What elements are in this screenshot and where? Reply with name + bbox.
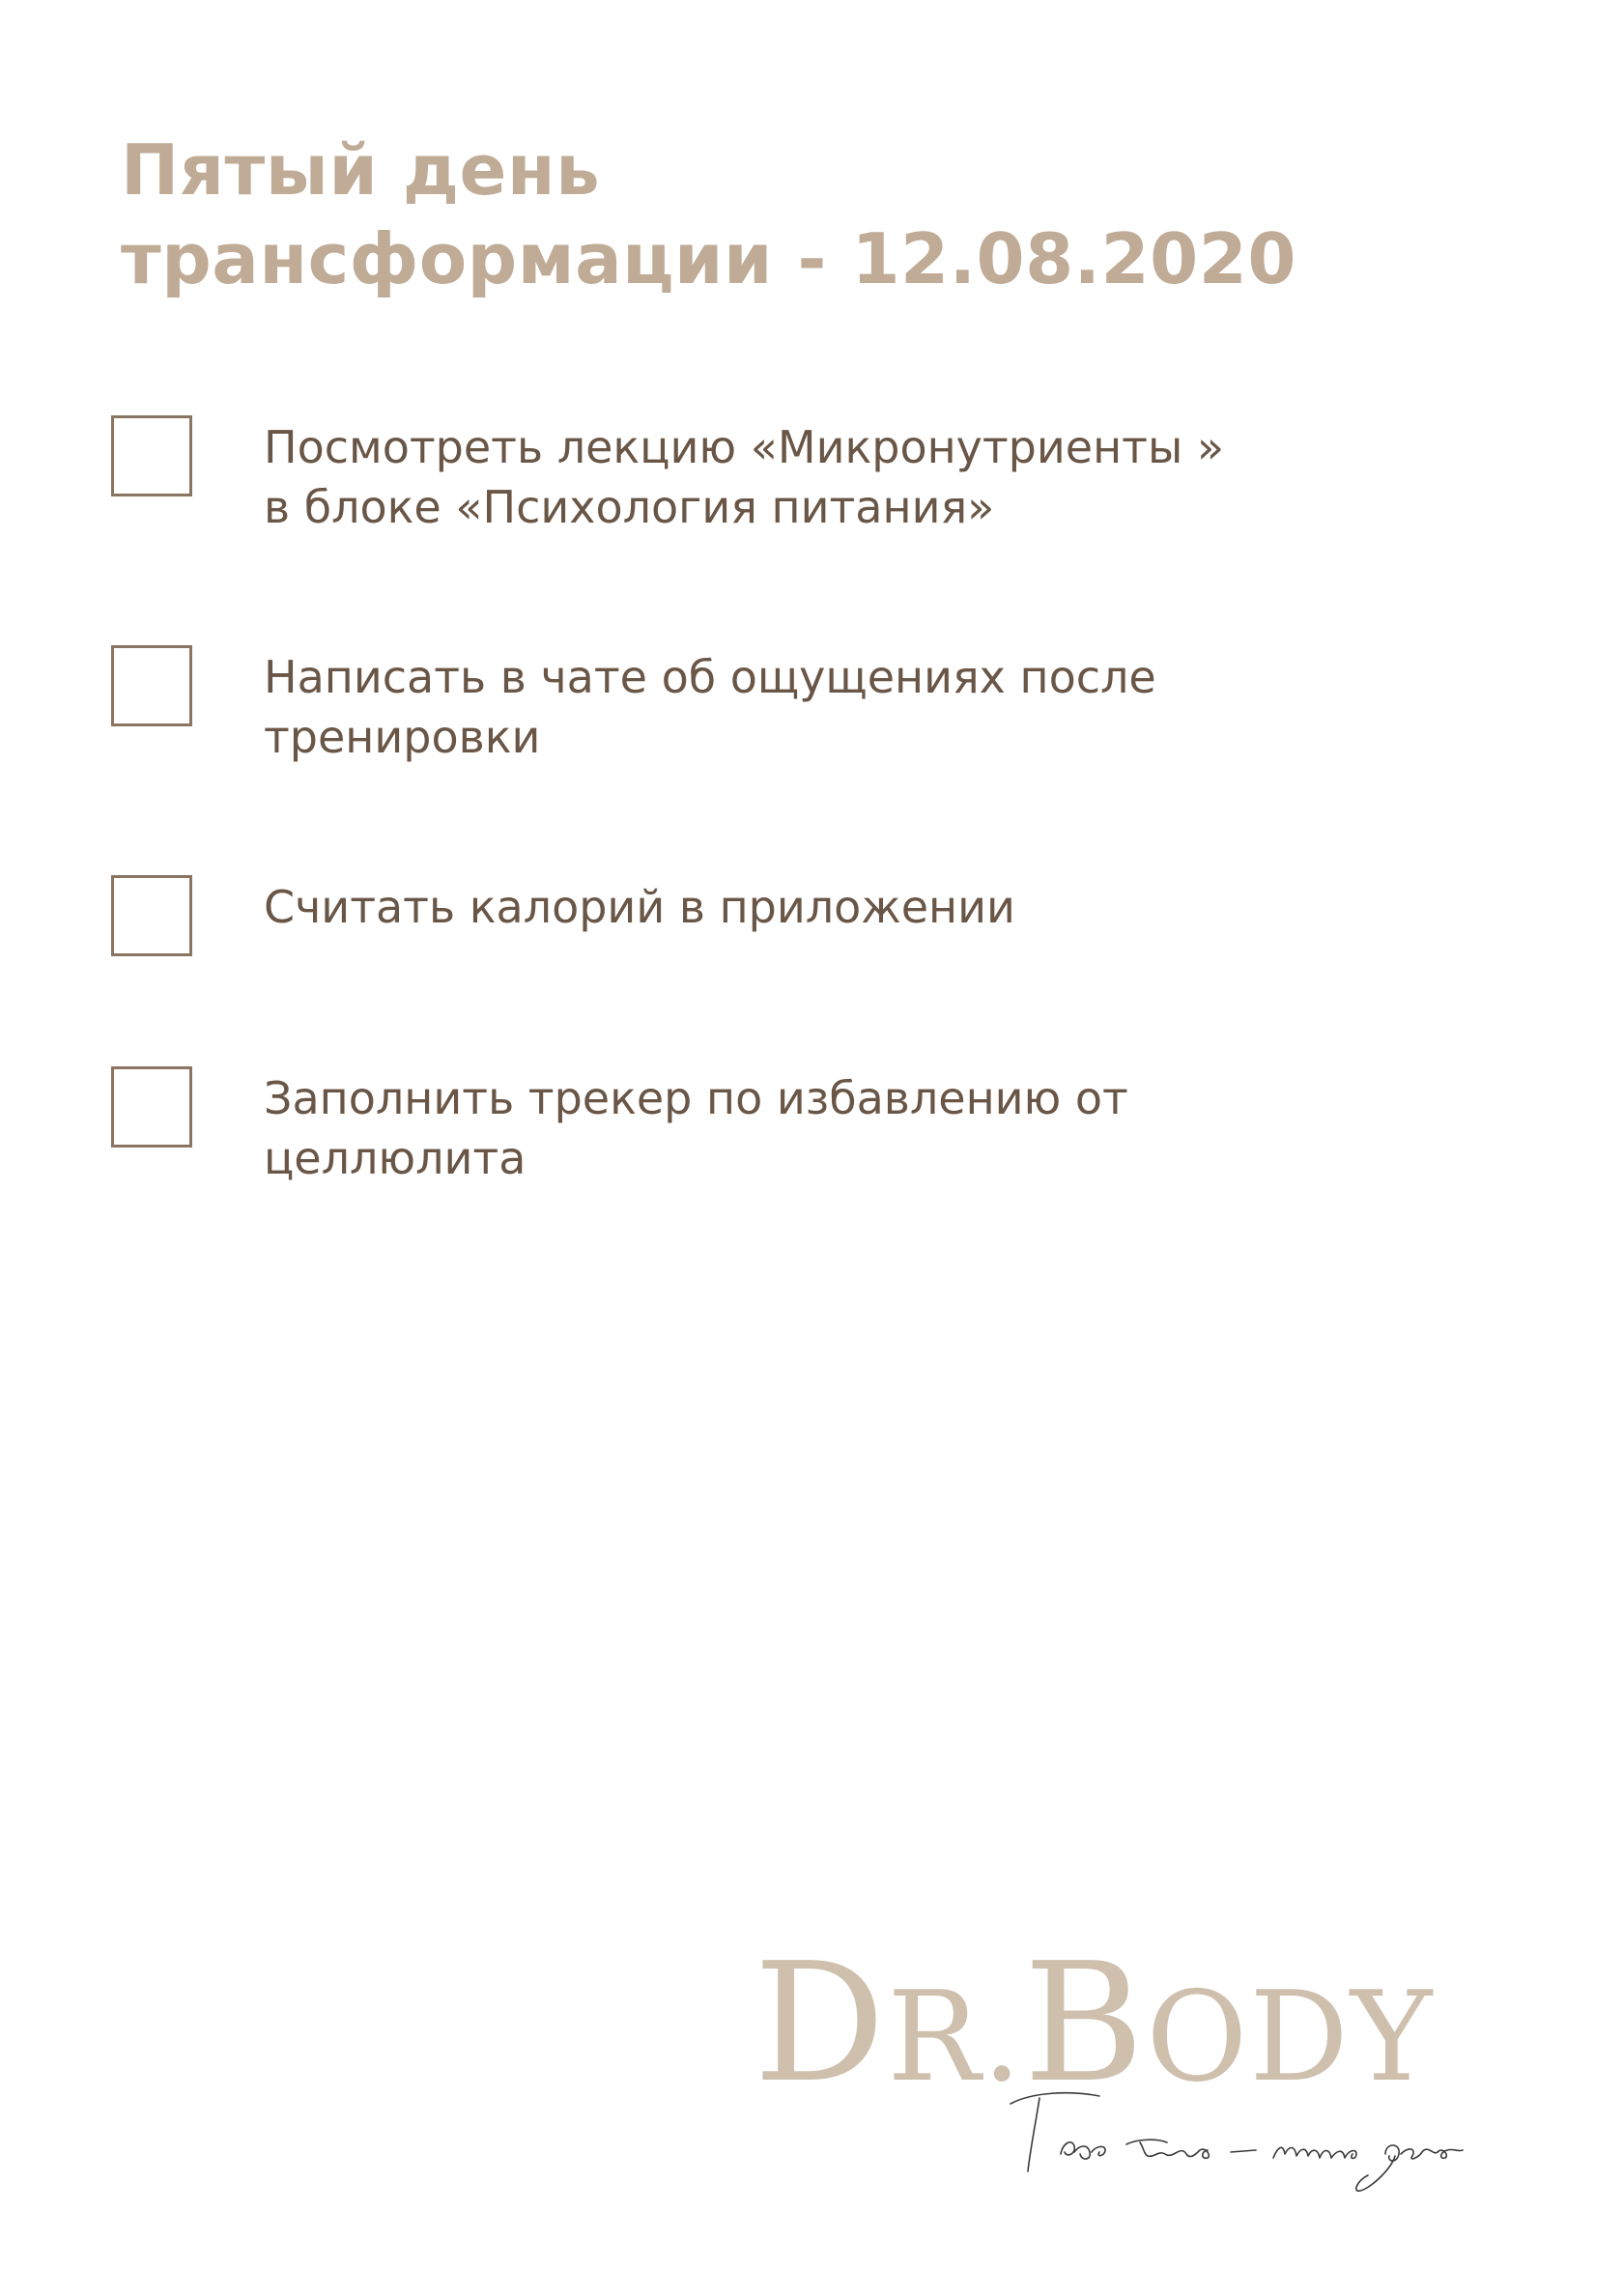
task-label <box>264 1068 1375 1188</box>
task-label-line: Написать в чате об ощущениях после <box>264 651 1156 703</box>
task-checkbox[interactable] <box>111 1066 192 1148</box>
task-checkbox[interactable] <box>111 645 192 726</box>
tagline-signature <box>1003 2075 1544 2200</box>
task-label-line: Заполнить трекер по избавлению от <box>264 1072 1128 1124</box>
task-checkbox[interactable] <box>111 875 192 956</box>
brand-wordmark: DR.BODY <box>754 1928 1435 2119</box>
page-title-line-2: трансформации - 12.08.2020 <box>121 218 1296 299</box>
task-label-line: Считать калорий в приложении <box>264 881 1015 933</box>
task-label <box>264 647 1375 767</box>
brand-logo <box>754 1928 1584 2222</box>
task-label-line: тренировки <box>264 711 541 763</box>
page-title-line-1: Пятый день <box>121 129 601 211</box>
task-label <box>264 417 1375 537</box>
page-title <box>121 126 1377 303</box>
task-label-line: Посмотреть лекцию «Микронутриенты » <box>264 421 1225 473</box>
task-label <box>264 877 1375 937</box>
task-checkbox[interactable] <box>111 415 192 496</box>
task-label-line: в блоке «Психология питания» <box>264 481 995 533</box>
task-label-line: целлюлита <box>264 1132 527 1184</box>
